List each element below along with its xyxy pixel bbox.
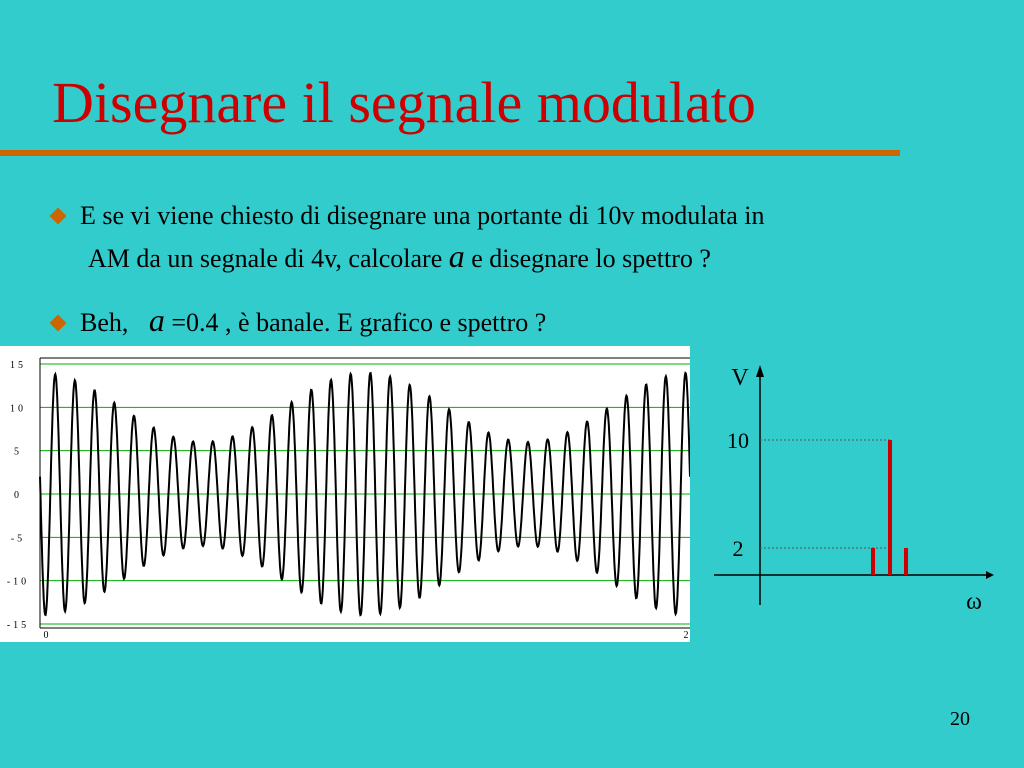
bullet-1-text-after: e disegnare lo spettro ? — [464, 244, 711, 273]
modulated-signal-chart — [0, 346, 690, 642]
x-axis-arrow-icon — [986, 571, 994, 579]
alpha-symbol: a — [148, 302, 165, 338]
title-underline — [0, 150, 900, 156]
y-tick-label: 5 — [14, 446, 22, 458]
x-tick-label: 2 — [683, 630, 689, 641]
y-tick-label: 0 — [14, 490, 22, 501]
spectrum-x-label: ω — [966, 589, 982, 615]
spectrum-y-tick-label: 2 — [732, 536, 744, 561]
diamond-bullet-icon — [50, 208, 67, 225]
y-tick-label: -10 — [6, 576, 30, 588]
bullet-2 — [52, 300, 546, 343]
y-tick-label: 15 — [10, 360, 26, 371]
x-tick-label: 0 — [43, 630, 49, 641]
bullet-1 — [52, 196, 1012, 279]
spectrum-y-tick-label: 10 — [727, 428, 749, 453]
alpha-symbol: a — [448, 238, 465, 274]
spectrum-y-label: V — [731, 365, 749, 391]
y-tick-label: -5 — [10, 533, 26, 545]
y-tick-label: 10 — [10, 403, 26, 415]
bullet-1-line-2 — [52, 236, 1012, 279]
signal-plot — [0, 346, 690, 642]
diamond-bullet-icon — [50, 315, 67, 332]
bullet-2-text-after: =0.4 , è banale. E grafico e spettro ? — [164, 308, 547, 337]
bullet-1-line-1: E se vi viene chiesto di disegnare una portante di 10v modulata in — [80, 201, 765, 230]
slide-title: Disegnare il segnale modulato — [52, 70, 756, 135]
y-tick-label: -15 — [6, 620, 30, 631]
bullet-1-text-before: AM da un segnale di 4v, calcolare — [88, 244, 449, 273]
page-number: 20 — [950, 708, 970, 730]
bullet-2-text-before: Beh, — [80, 308, 129, 337]
spectrum-chart — [700, 355, 1024, 625]
y-axis-arrow-icon — [756, 365, 764, 377]
